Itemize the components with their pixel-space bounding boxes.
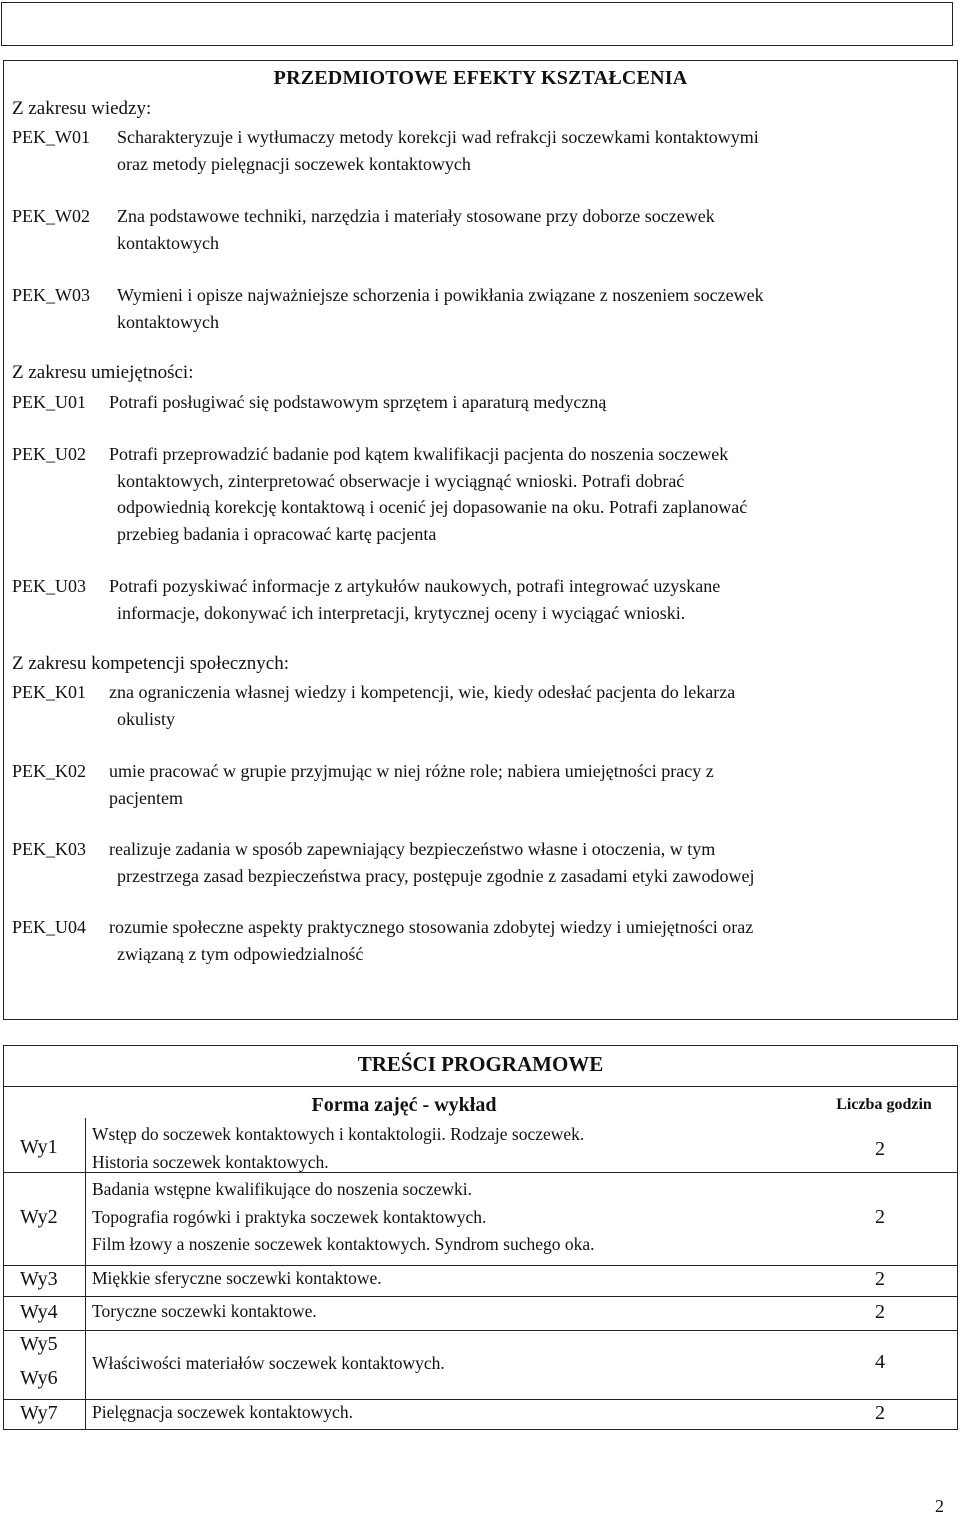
- lecture-hours: 2: [875, 1206, 885, 1228]
- outcome-line: Zna podstawowe techniki, narzędzia i materiały stosowane przy doborze soczewek: [117, 206, 715, 226]
- outcome-code: PEK_K02: [12, 761, 87, 781]
- lecture-topic: Pielęgnacja soczewek kontaktowych.: [92, 1402, 353, 1422]
- lecture-label: Wy2: [20, 1206, 58, 1228]
- lecture-topic: Badania wstępne kwalifikujące do noszenia soczewki. Topografia rogówki i praktyka soczewek kontaktowych. Film łzowy a noszenie soczewek kontaktowych. Syndrom suchego oka.: [92, 1179, 595, 1254]
- outcome-line: umie pracować w grupie przyjmując w niej różne role; nabiera umiejętności pracy z: [109, 761, 714, 781]
- header-box: [1, 2, 953, 46]
- outcome-code: PEK_W03: [12, 285, 90, 305]
- outcome-code: PEK_K03: [12, 839, 87, 859]
- learning-outcomes-box: [3, 60, 958, 1020]
- outcome-item-k02: [12, 758, 932, 811]
- outcome-code: PEK_K01: [12, 682, 87, 702]
- outcome-code: PEK_W01: [12, 127, 90, 147]
- lecture-label: Wy6: [20, 1367, 58, 1389]
- outcome-line: związaną z tym odpowiedzialność: [117, 943, 364, 964]
- lecture-topic: Toryczne soczewki kontaktowe.: [92, 1301, 317, 1321]
- skills-heading: Z zakresu umiejętności:: [12, 362, 194, 383]
- lecture-hours: 2: [875, 1402, 885, 1424]
- outcome-line: kontaktowych, zinterpretować obserwacje i wyciągnąć wnioski. Potrafi dobrać: [117, 470, 685, 491]
- outcome-line: Scharakteryzuje i wytłumaczy metody korekcji wad refrakcji soczewkami kontaktowymi: [117, 127, 759, 147]
- lecture-label: Wy5: [20, 1333, 58, 1355]
- lecture-topic: Miękkie sferyczne soczewki kontaktowe.: [92, 1268, 382, 1288]
- outcome-item-u01: [12, 389, 932, 416]
- lecture-hours: 2: [875, 1138, 885, 1160]
- lecture-label: Wy4: [20, 1301, 58, 1323]
- row-divider: [4, 1330, 957, 1331]
- outcome-item-u04: [12, 914, 932, 967]
- lecture-hours: 4: [875, 1351, 885, 1373]
- outcome-code: PEK_U04: [12, 917, 87, 937]
- lecture-label: Wy7: [20, 1402, 58, 1424]
- program-content-table: [3, 1045, 958, 1430]
- outcome-line: Potrafi przeprowadzić badanie pod kątem kwalifikacji pacjenta do noszenia soczewek: [109, 444, 729, 464]
- outcome-line: kontaktowych: [117, 232, 219, 253]
- outcome-code: PEK_U02: [12, 444, 87, 464]
- lecture-hours: 2: [875, 1301, 885, 1323]
- outcome-item-u02: [12, 441, 932, 547]
- table-divider: [4, 1086, 957, 1087]
- outcome-line: Wymieni i opisze najważniejsze schorzenia i powikłania związane z noszeniem soczewek: [117, 285, 764, 305]
- outcome-line: Potrafi posługiwać się podstawowym sprzętem i aparaturą medyczną: [109, 392, 607, 412]
- outcome-item-k01: [12, 679, 932, 732]
- outcome-item-w03: [12, 282, 932, 335]
- outcome-line: oraz metody pielęgnacji soczewek kontaktowych: [117, 153, 471, 174]
- lecture-hours: 2: [875, 1268, 885, 1290]
- hours-header: Liczba godzin: [836, 1096, 932, 1113]
- outcome-line: przebieg badania i opracować kartę pacjenta: [117, 523, 437, 544]
- outcome-line: okulisty: [117, 708, 176, 729]
- outcome-code: PEK_W02: [12, 206, 90, 226]
- outcomes-title: PRZEDMIOTOWE EFEKTY KSZTAŁCENIA: [273, 67, 688, 89]
- outcome-line: zna ograniczenia własnej wiedzy i kompetencji, wie, kiedy odesłać pacjenta do lekarza: [109, 682, 736, 702]
- outcome-code: PEK_U01: [12, 392, 87, 412]
- outcome-line: Potrafi pozyskiwać informacje z artykułów naukowych, potrafi integrować uzyskane: [109, 576, 721, 596]
- outcome-line: odpowiednią korekcję kontaktową i ocenić jej dopasowanie na oku. Potrafi zaplanować: [117, 497, 748, 517]
- outcome-line: kontaktowych: [117, 311, 219, 332]
- form-header: Forma zajęć - wykład: [311, 1094, 497, 1116]
- outcome-item-u03: [12, 573, 932, 626]
- row-divider: [4, 1296, 957, 1297]
- outcome-line: rozumie społeczne aspekty praktycznego stosowania zdobytej wiedzy i umiejętności oraz: [109, 917, 754, 937]
- column-divider: [85, 1118, 86, 1429]
- lecture-topic: Właściwości materiałów soczewek kontaktowych.: [92, 1353, 445, 1373]
- lecture-label: Wy3: [20, 1268, 58, 1290]
- outcome-item-k03: [12, 836, 932, 889]
- lecture-label: Wy1: [20, 1136, 58, 1158]
- program-title: TREŚCI PROGRAMOWE: [357, 1052, 604, 1076]
- page-number: 2: [935, 1496, 944, 1516]
- outcome-line: przestrzega zasad bezpieczeństwa pracy, postępuje zgodnie z zasadami etyki zawodowej: [117, 865, 755, 886]
- outcome-code: PEK_U03: [12, 576, 87, 596]
- knowledge-heading: Z zakresu wiedzy:: [12, 98, 152, 119]
- lecture-topic: Wstęp do soczewek kontaktowych i kontaktologii. Rodzaje soczewek. Historia soczewek kontaktowych.: [92, 1124, 585, 1172]
- outcome-line: realizuje zadania w sposób zapewniający bezpieczeństwo własne i otoczenia, w tym: [109, 839, 716, 859]
- outcome-item-w01: [12, 124, 932, 177]
- outcome-line: pacjentem: [109, 787, 183, 808]
- outcome-item-w02: [12, 203, 932, 256]
- social-competence-heading: Z zakresu kompetencji społecznych:: [12, 653, 289, 674]
- outcome-line: informacje, dokonywać ich interpretacji, krytycznej oceny i wyciągać wnioski.: [117, 602, 686, 623]
